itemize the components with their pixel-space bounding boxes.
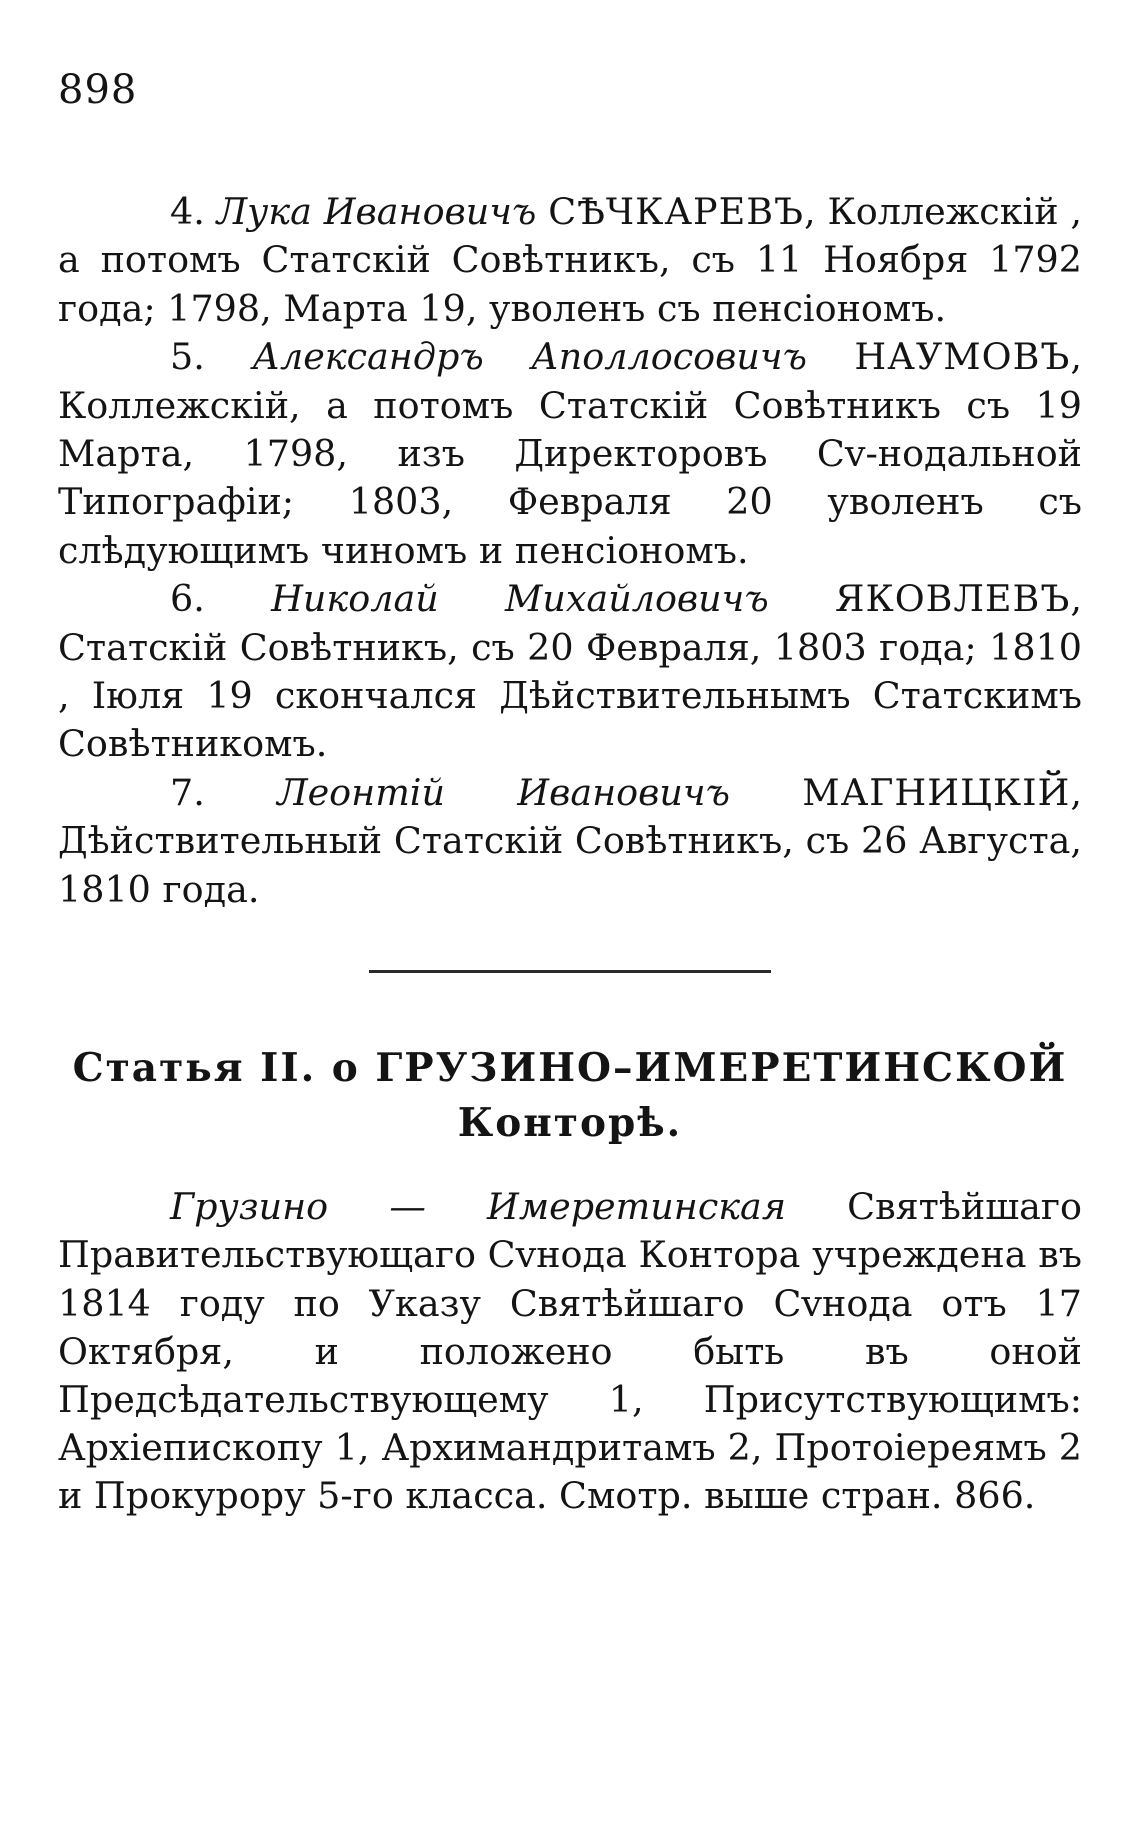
entry-text: , Коллежскій , а потомъ Статскій Совѣтникъ, съ 11 Ноября 1792 года; 1798, Марта 19, уволенъ съ пенсіономъ.: [58, 190, 1082, 330]
entry-given-name: Александръ Аполлосовичъ: [252, 335, 807, 379]
entry-text: , Дѣйствительный Статскій Совѣтникъ, съ 26 Августа, 1810 года.: [58, 770, 1082, 911]
entry-surname: МАГНИЦКІЙ: [802, 770, 1071, 814]
entry-surname: ЯКОВЛЕВЪ: [834, 577, 1071, 621]
entry-text: , Коллежскій, а потомъ Статскій Совѣтникъ съ 19 Марта, 1798, изъ Директоровъ Сv-нодальной Типографіи; 1803, Февраля 20 уволенъ съ слѣдующимъ чиномъ и пенсіономъ.: [58, 335, 1082, 572]
entry-number: 7.: [170, 770, 205, 814]
entry-given-name: Николай Михайловичъ: [271, 577, 769, 621]
entry-6: [58, 575, 1082, 769]
entry-7: [58, 769, 1082, 914]
entry-5: [58, 333, 1082, 575]
entry-surname: НАУМОВЪ: [854, 335, 1071, 379]
entry-number: 4.: [170, 190, 205, 233]
entry-text: , Статскій Совѣтникъ, съ 20 Февраля, 1803 года; 1810 , Іюля 19 скончался Дѣйствительнымъ Статскимъ Совѣтникомъ.: [58, 577, 1082, 766]
article-lead: Грузино — Имеретинская: [170, 1185, 786, 1229]
article-paragraph: [58, 1183, 1082, 1520]
article-heading: Статья II. о ГРУЗИНО–ИМЕРЕТИНСКОЙ Конторѣ.: [72, 1045, 1068, 1147]
entry-surname: СѢЧКАРЕВЪ: [548, 190, 805, 233]
entry-given-name: Лука Ивановичъ: [216, 190, 537, 233]
page-number: 898: [58, 67, 138, 113]
article-body: Святѣйшаго Правительствующаго Сvнода Контора учреждена въ 1814 году по Указу Святѣйшаго Сvнода отъ 17 Октября, и положено быть въ оной Предсѣдательствующему 1, Присутствующимъ: Архіепископу 1, Архимандритамъ 2, Протоіереямъ 2 и Прокурору 5-го класса. Смотр. выше стран. 866.: [58, 1185, 1082, 1518]
entry-number: 5.: [170, 335, 205, 379]
entry-given-name: Леонтій Ивановичъ: [277, 770, 730, 814]
section-divider: [369, 970, 771, 973]
entry-4: [58, 188, 1082, 333]
entry-number: 6.: [170, 577, 205, 621]
